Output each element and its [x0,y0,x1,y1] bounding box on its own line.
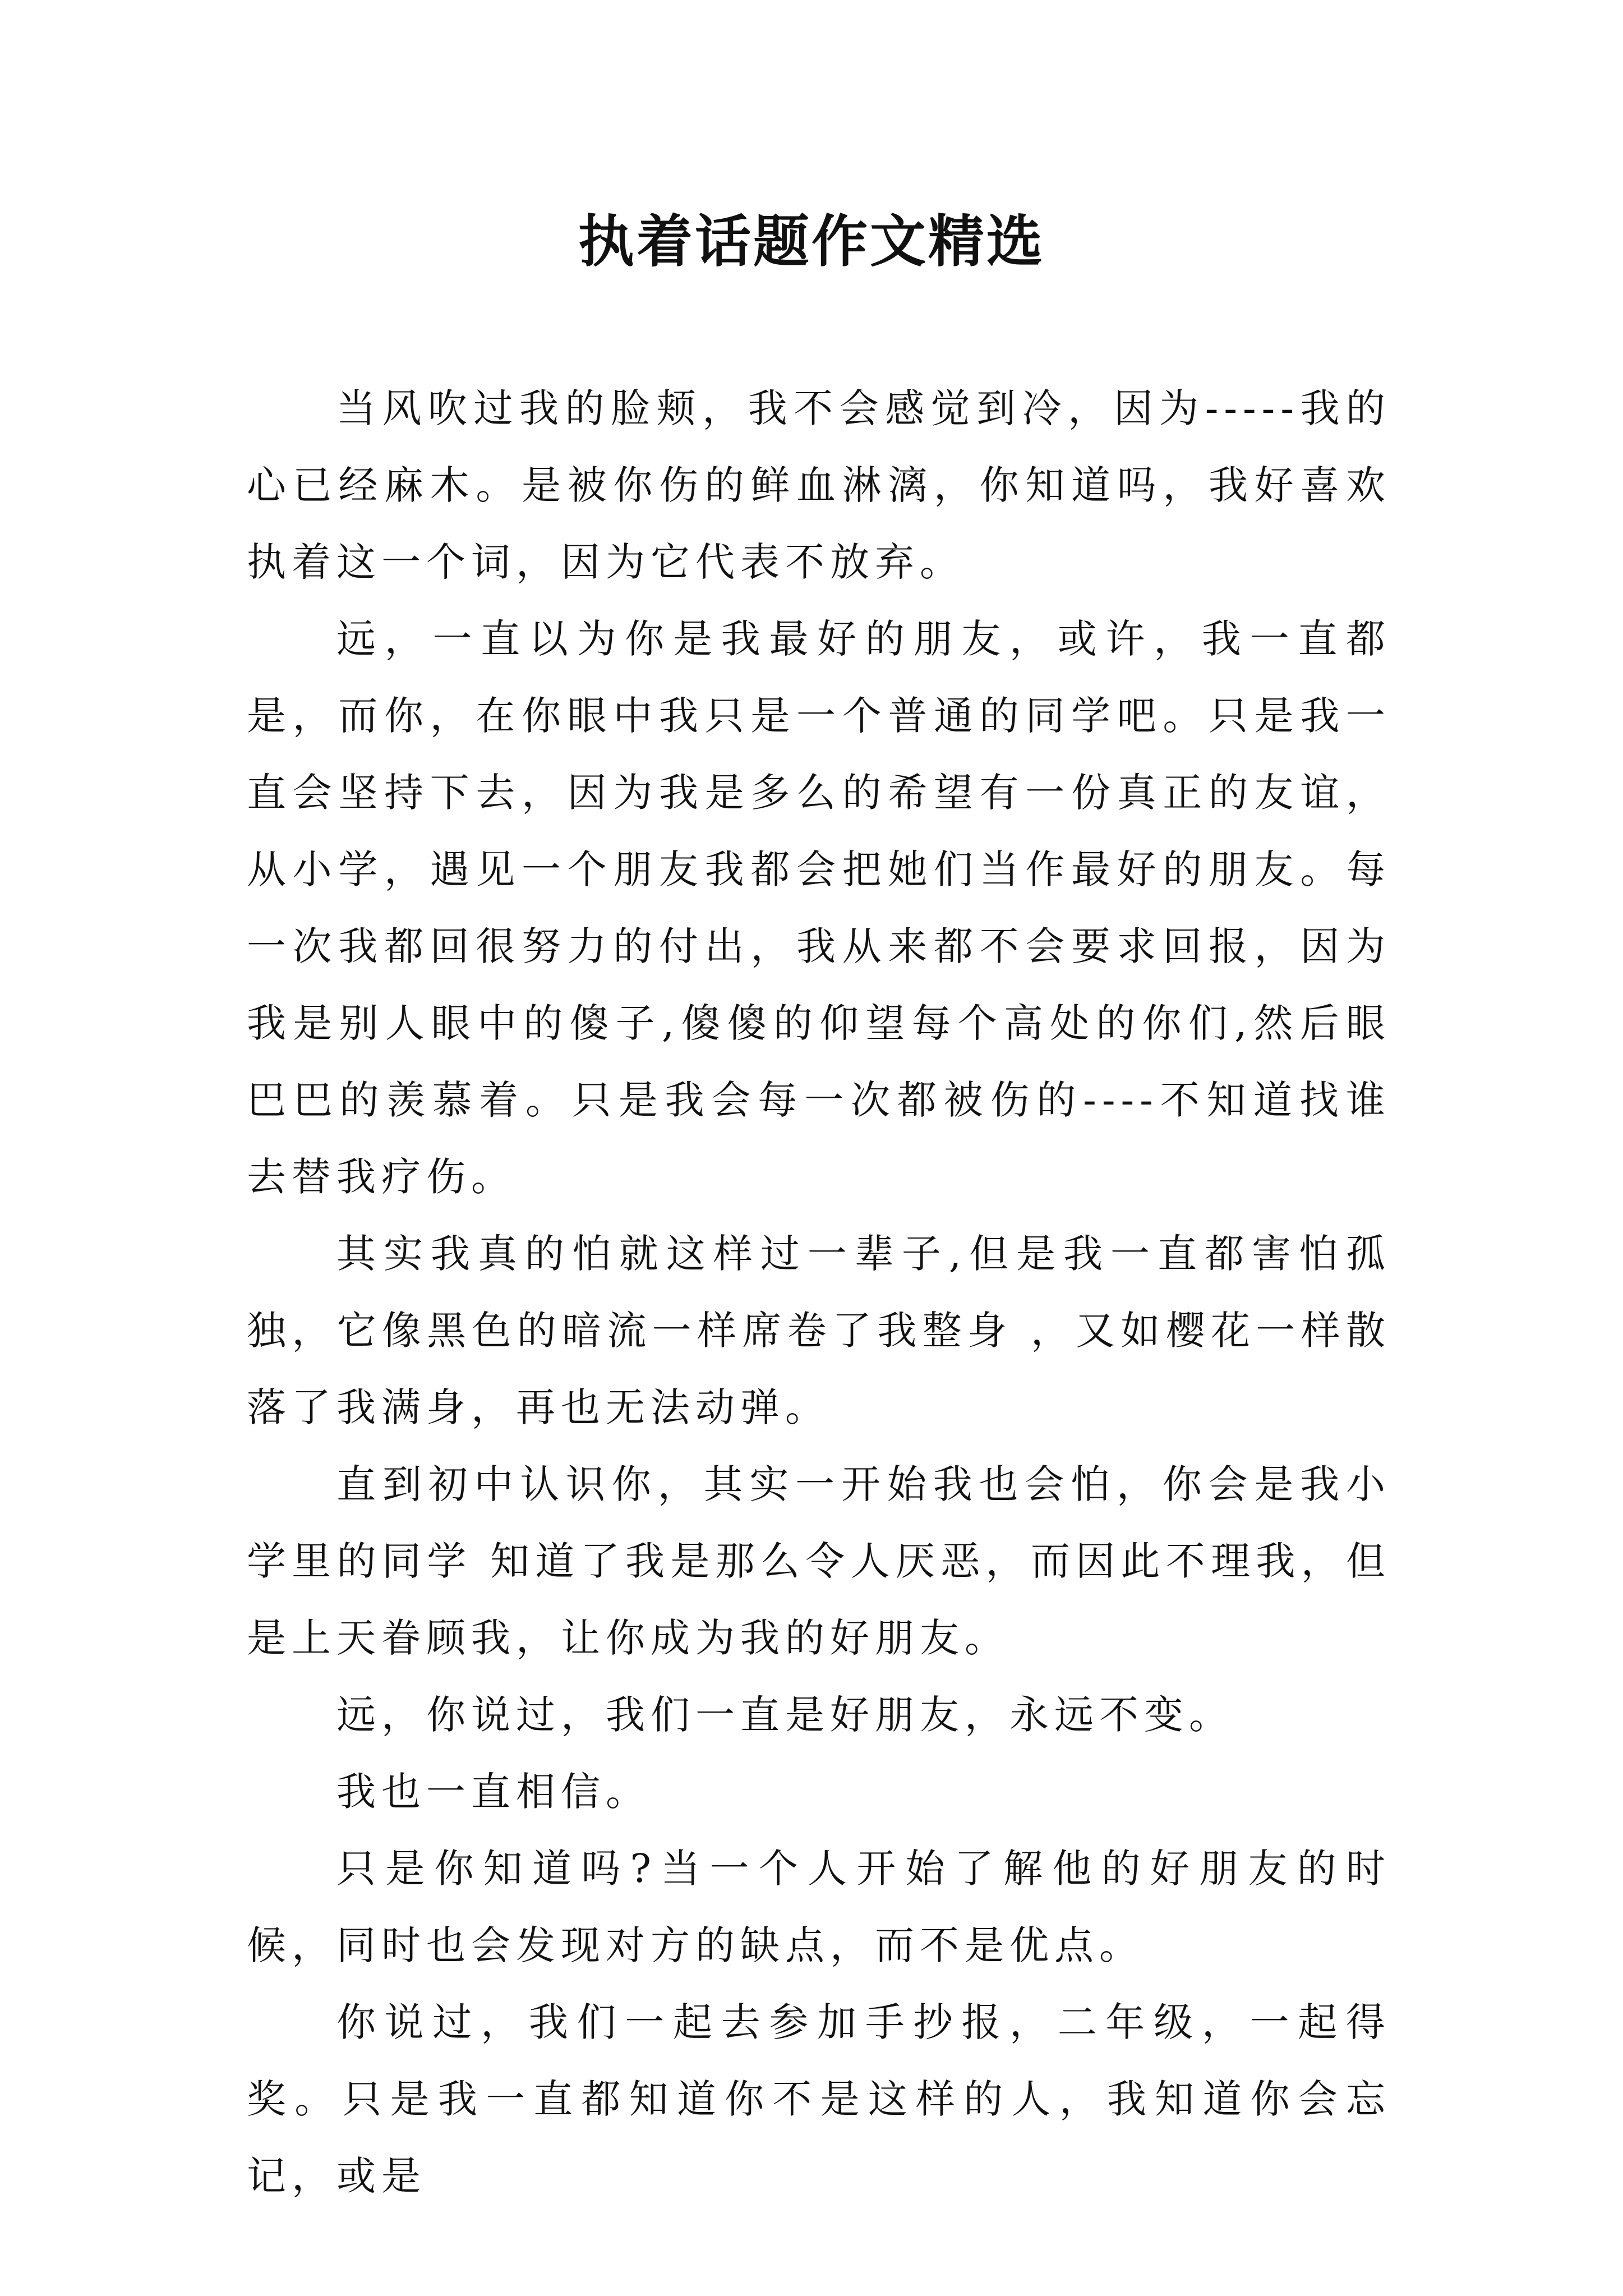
paragraph-5: 远，你说过，我们一直是好朋友，永远不变。 [336,1692,1234,1738]
paragraph-2: 远，一直以为你是我最好的朋友，或许，我一直都是，而你，在你眼中我只是一个普通的同学吧。只是我一直会坚持下去，因为我是多么的希望有一份真正的友谊，从小学，遇见一个朋友我都会把她们当作最好的朋友。每一次我都回很努力的付出，我从来都不会要求回报，因为我是别人眼中的傻子,傻傻的仰望每个高处的你们,然后眼巴巴的羡慕着。只是我会每一次都被伤的----不知道找谁去替我疗伤。 [247,616,1391,1200]
paragraph-1: 当风吹过我的脸颊，我不会感觉到冷，因为-----我的心已经麻木。是被你伤的鲜血淋漓，你知道吗，我好喜欢执着这一个词，因为它代表不放弃。 [247,385,1391,585]
paragraph-6: 我也一直相信。 [336,1769,651,1815]
essay-body [247,370,1391,2215]
paragraph-7: 只是你知道吗?当一个人开始了解他的好朋友的时候，同时也会发现对方的缺点，而不是优点。 [247,1846,1391,1968]
paragraph-3: 其实我真的怕就这样过一辈子,但是我一直都害怕孤独，它像黑色的暗流一样席卷了我整身 ，又如樱花一样散落了我满身，再也无法动弹。 [247,1231,1391,1430]
page-title: 执着话题作文精选 [578,208,1045,274]
paragraph-4: 直到初中认识你，其实一开始我也会怕，你会是我小学里的同学 知道了我是那么令人厌恶，而因此不理我，但是上天眷顾我，让你成为我的好朋友。 [247,1461,1391,1661]
paragraph-8: 你说过，我们一起去参加手抄报，二年级，一起得奖。只是我一直都知道你不是这样的人，我知道你会忘记，或是 [247,1999,1391,2199]
